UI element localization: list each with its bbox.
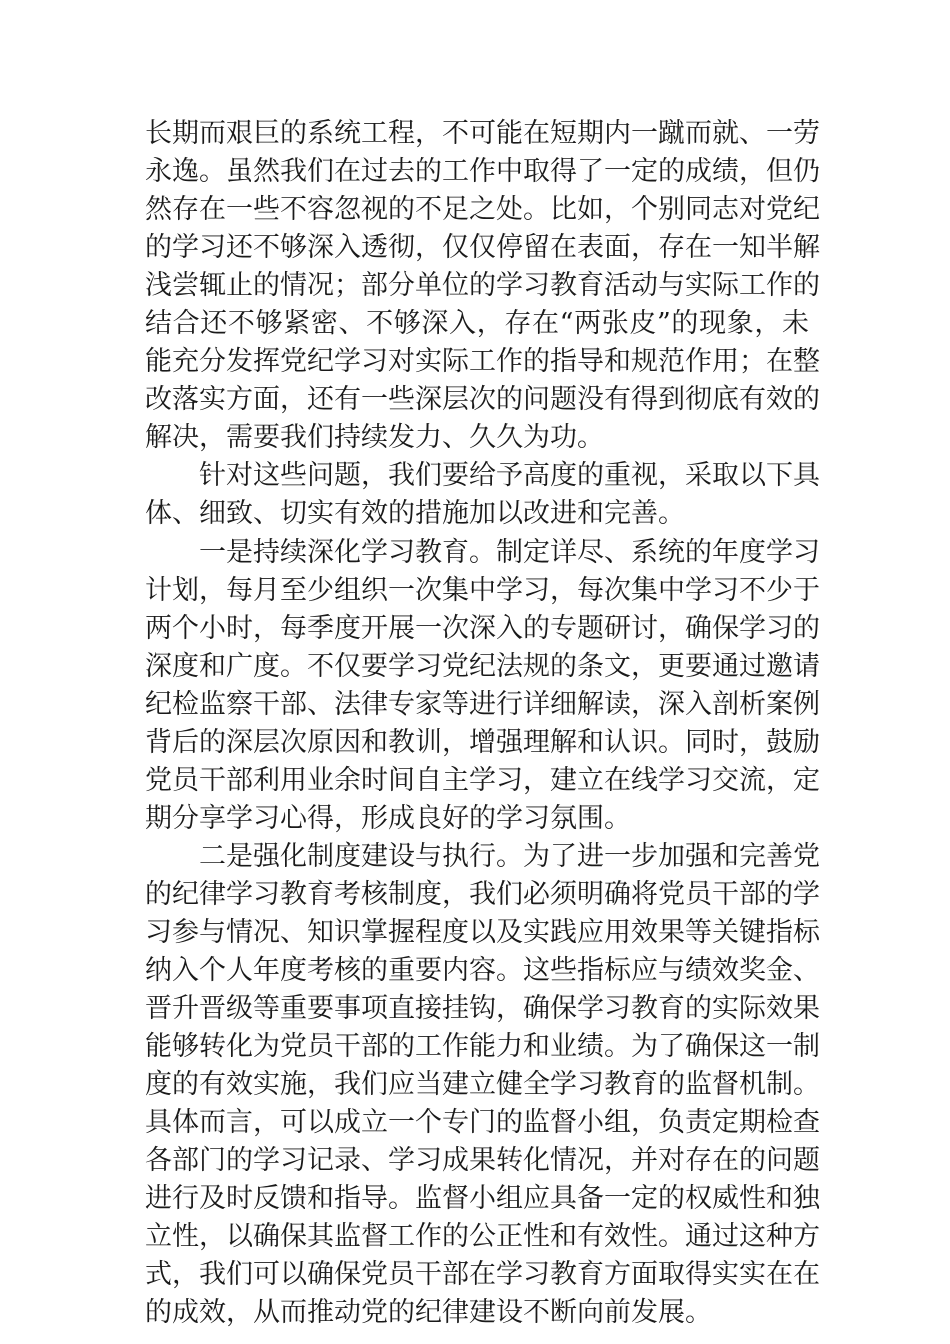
text-line: 度的有效实施，我们应当建立健全学习教育的监督机制。 [145,1069,820,1101]
paragraph-measure-one [145,534,820,838]
text-line: 能够转化为党员干部的工作能力和业绩。为了确保这一制 [145,1031,820,1063]
text-line: 针对这些问题，我们要给予高度的重视，采取以下具 [199,460,820,492]
text-line: 党员干部利用业余时间自主学习，建立在线学习交流，定 [145,764,820,796]
text-line: 改落实方面，还有一些深层次的问题没有得到彻底有效的 [145,384,820,416]
text-line: 然存在一些不容忽视的不足之处。比如，个别同志对党纪 [145,194,820,226]
text-line: 永逸。虽然我们在过去的工作中取得了一定的成绩，但仍 [145,156,820,188]
text-line: 习参与情况、知识掌握程度以及实践应用效果等关键指标 [145,916,820,948]
text-line: 二是强化制度建设与执行。为了进一步加强和完善党 [199,840,820,872]
paragraph-problems [145,115,820,457]
text-line: 各部门的学习记录、学习成果转化情况，并对存在的问题 [145,1145,820,1177]
text-line: 的学习还不够深入透彻，仅仅停留在表面，存在一知半解 [145,232,820,264]
paragraph-measure-two [145,838,820,1333]
text-line: 的成效，从而推动党的纪律建设不断向前发展。 [145,1297,712,1329]
text-line: 结合还不够紧密、不够深入，存在“两张皮”的现象，未 [145,308,809,340]
text-line: 具体而言，可以成立一个专门的监督小组，负责定期检查 [145,1107,820,1139]
text-line: 立性，以确保其监督工作的公正性和有效性。通过这种方 [145,1221,820,1253]
paragraph-measures-intro [145,457,820,533]
text-line: 背后的深层次原因和教训，增强理解和认识。同时，鼓励 [145,726,820,758]
text-line: 晋升晋级等重要事项直接挂钩，确保学习教育的实际效果 [145,993,820,1025]
text-line: 的纪律学习教育考核制度，我们必须明确将党员干部的学 [145,878,820,910]
text-line: 计划，每月至少组织一次集中学习，每次集中学习不少于 [145,574,820,606]
text-line: 一是持续深化学习教育。制定详尽、系统的年度学习 [199,536,820,568]
text-line: 进行及时反馈和指导。监督小组应具备一定的权威性和独 [145,1183,820,1215]
text-line: 纳入个人年度考核的重要内容。这些指标应与绩效奖金、 [145,955,820,987]
text-line: 深度和广度。不仅要学习党纪法规的条文，更要通过邀请 [145,650,820,682]
text-line: 解决，需要我们持续发力、久久为功。 [145,422,604,454]
text-line: 体、细致、切实有效的措施加以改进和完善。 [145,498,685,530]
text-line: 两个小时，每季度开展一次深入的专题研讨，确保学习的 [145,612,820,644]
text-line: 能充分发挥党纪学习对实际工作的指导和规范作用；在整 [145,346,820,378]
text-line: 式，我们可以确保党员干部在学习教育方面取得实实在在 [145,1259,820,1291]
text-line: 期分享学习心得，形成良好的学习氛围。 [145,802,631,834]
text-line: 浅尝辄止的情况；部分单位的学习教育活动与实际工作的 [145,270,820,302]
document-body [145,115,820,1333]
text-line: 长期而艰巨的系统工程，不可能在短期内一蹴而就、一劳 [145,118,820,149]
text-line: 纪检监察干部、法律专家等进行详细解读，深入剖析案例 [145,688,820,720]
